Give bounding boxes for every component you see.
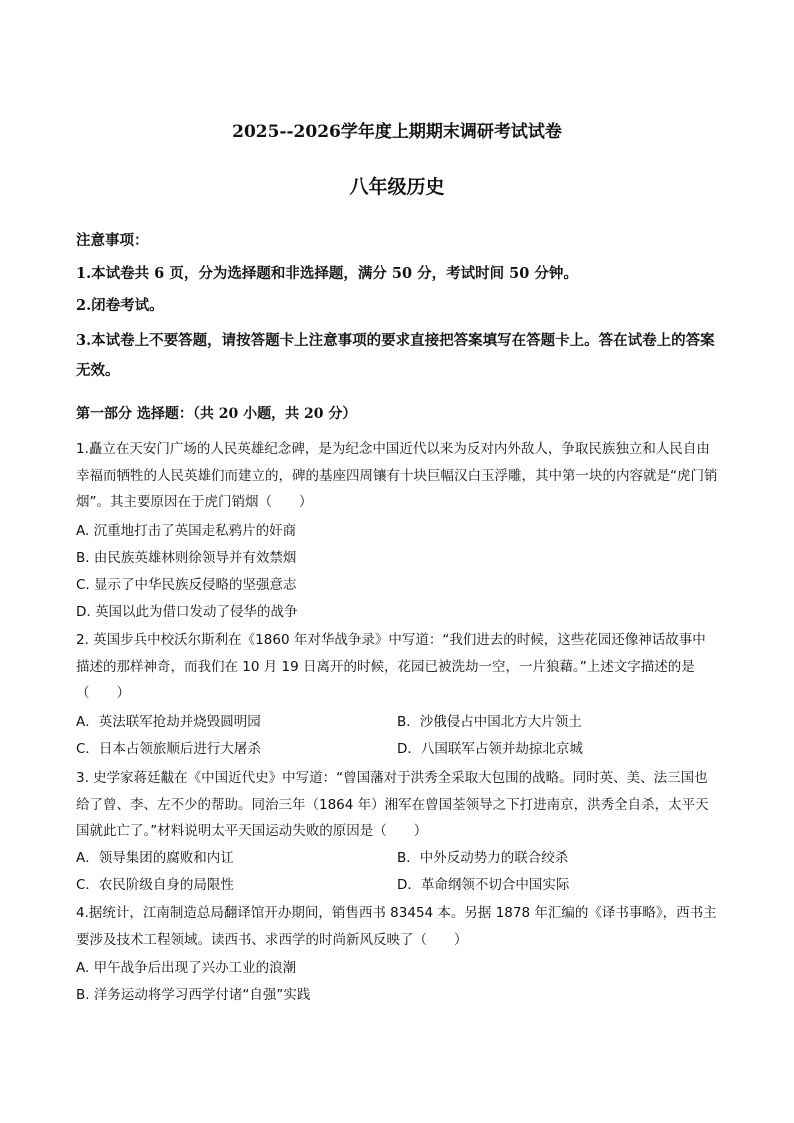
question-option: D．革命纲领不切合中国实际 <box>397 877 570 893</box>
question-option: A．领导集团的腐败和内讧 <box>76 850 234 866</box>
question-option: D．八国联军占领并劫掠北京城 <box>397 741 583 757</box>
question-option: B．沙俄侵占中国北方大片领土 <box>397 714 582 730</box>
question-option: A. 沉重地打击了英国走私鸦片的奸商 <box>76 523 297 539</box>
question-stem: 2. 英国步兵中校沃尔斯利在《1860 年对华战争录》中写道：“我们进去的时候，这些花园还像神话故事中描述的那样神奇，而我们在 10 月 19 日离开的时候，花园已被洗劫一空，一片狼藉。”上述文字描述的是（ ） <box>76 632 706 701</box>
question-stem: 4.据统计，江南制造总局翻译馆开办期间，销售西书 83454 本。另据 1878 年汇编的《译书事略》，西书主要涉及技术工程领域。读西书、求西学的时尚新风反映了（ ） <box>76 905 717 948</box>
question-option: C．日本占领旅顺后进行大屠杀 <box>76 741 261 757</box>
notes-heading: 注意事项： <box>76 232 149 249</box>
note-item: 3.本试卷上不要答题，请按答题卡上注意事项的要求直接把答案填写在答题卡上。答在试卷上的答案无效。 <box>76 332 715 379</box>
exam-title: 2025--2026学年度上期期末调研考试试卷 <box>232 122 562 142</box>
question-option: B．中外反动势力的联合绞杀 <box>397 850 569 866</box>
exam-subject: 八年级历史 <box>349 176 445 198</box>
question-stem: 1.矗立在天安门广场的人民英雄纪念碑，是为纪念中国近代以来为反对内外敌人，争取民族独立和人民自由幸福而牺牲的人民英雄们而建立的，碑的基座四周镶有十块巨幅汉白玉浮雕，其中第一块的内容就是“虎门销烟”。其主要原因在于虎门销烟（ ） <box>76 441 718 510</box>
question-option: C．农民阶级自身的局限性 <box>76 877 234 893</box>
note-item: 1.本试卷共 6 页，分为选择题和非选择题，满分 50 分，考试时间 50 分钟。 <box>76 265 578 282</box>
section-title: 第一部分 选择题：（共 20 小题，共 20 分） <box>76 406 357 422</box>
question-option: B. 由民族英雄林则徐领导并有效禁烟 <box>76 550 297 566</box>
question-option: A. 甲午战争后出现了兴办工业的浪潮 <box>76 960 297 976</box>
question-option: D. 英国以此为借口发动了侵华的战争 <box>76 604 298 620</box>
question-option: B. 洋务运动将学习西学付诸“自强”实践 <box>76 987 311 1003</box>
note-item: 2.闭卷考试。 <box>76 297 164 314</box>
question-stem: 3. 史学家蒋廷黻在《中国近代史》中写道：“曾国藩对于洪秀全采取大包围的战略。同时英、美、法三国也给了曾、李、左不少的帮助。同治三年（1864 年）湘军在曾国荃领导之下打进南京，洪秀全自杀，太平天国就此亡了。”材料说明太平天国运动失败的原因是（ ） <box>76 770 709 839</box>
question-option: C. 显示了中华民族反侵略的坚强意志 <box>76 577 297 593</box>
question-option: A．英法联军抢劫并烧毁圆明园 <box>76 714 261 730</box>
